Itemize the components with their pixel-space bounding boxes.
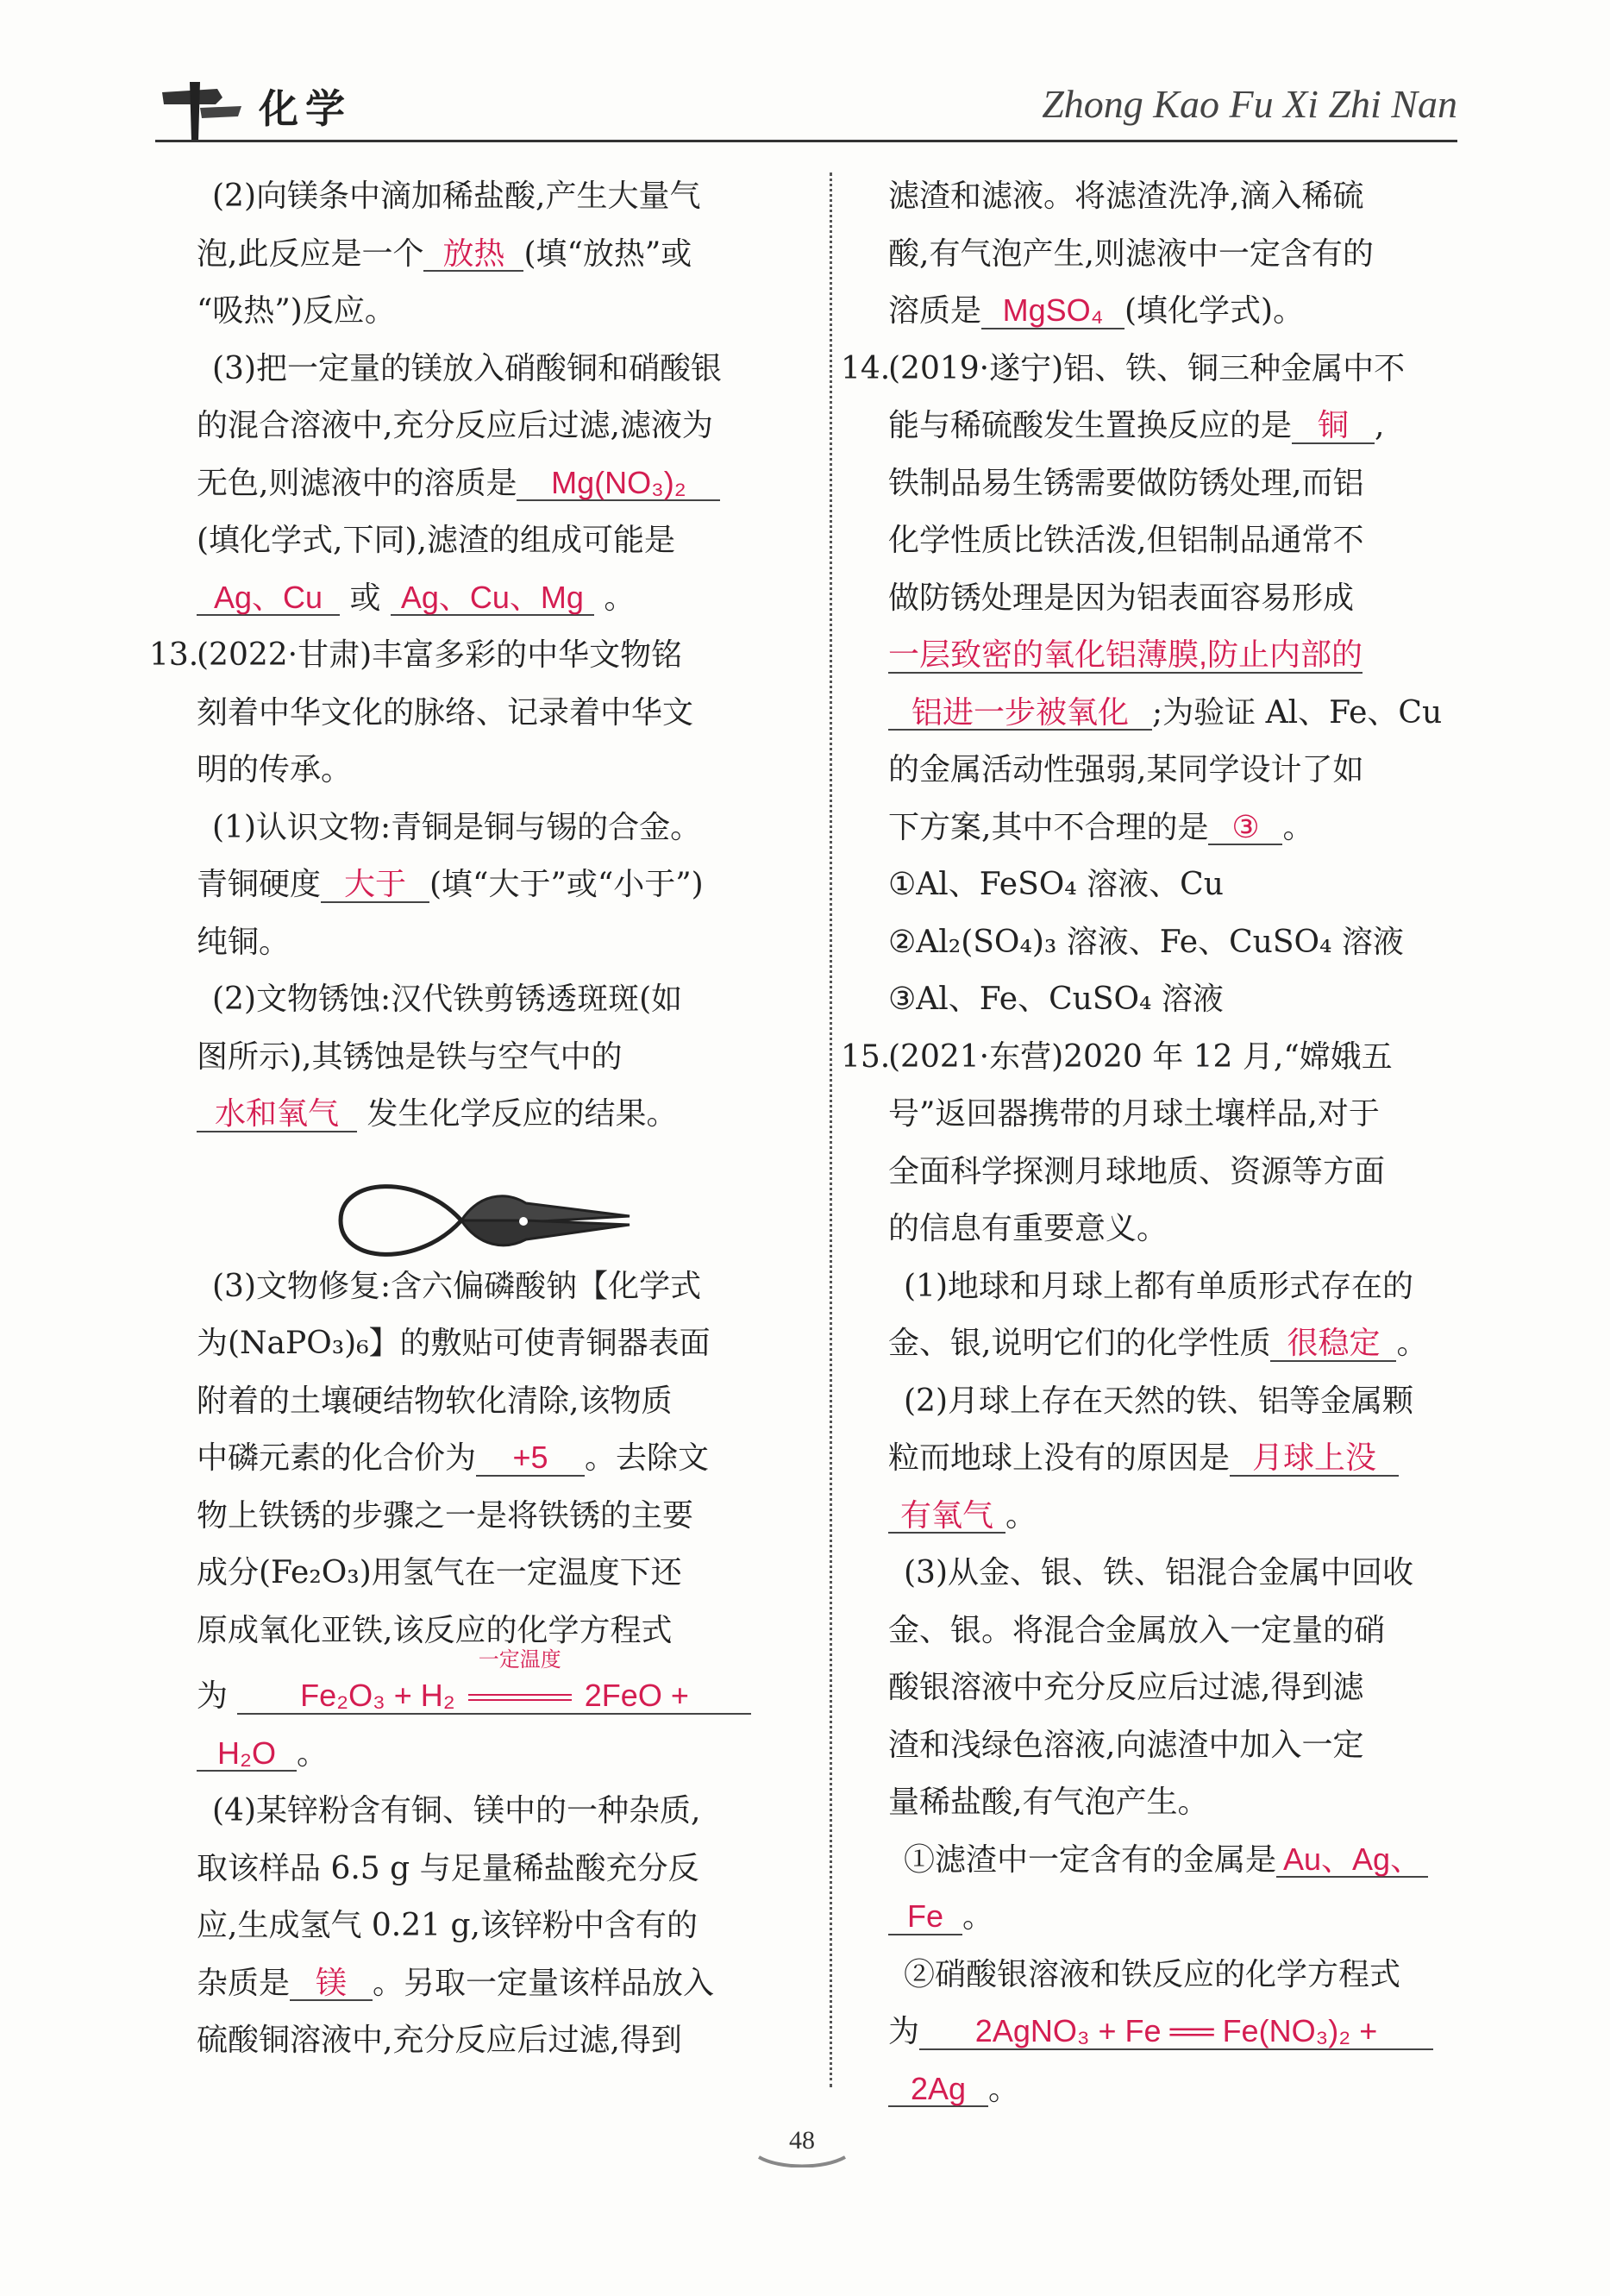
text-line: 2Ag 。	[888, 2061, 1475, 2119]
answer-blank: 放热	[423, 236, 523, 273]
series-title: Zhong Kao Fu Xi Zhi Nan	[1042, 82, 1457, 126]
text-line: Fe 。	[888, 1889, 1475, 1947]
text-line: 酸,有气泡产生,则滤液中一定含有的	[888, 235, 1374, 272]
text-line: 原成氧化亚铁,该反应的化学方程式	[197, 1612, 673, 1648]
answer-blank: Ag、Cu、Mg	[391, 580, 594, 617]
text-line: (4)某锌粉含有铜、镁中的一种杂质,	[212, 1793, 701, 1829]
iron-scissors-figure	[332, 1169, 634, 1272]
text-line: 下方案,其中不合理的是 ③ 。	[888, 808, 1314, 845]
text-line: 取该样品 6.5 g 与足量稀盐酸充分反	[197, 1850, 699, 1886]
text-line: 的金属活动性强弱,某同学设计了如	[888, 752, 1364, 787]
option-2: ②Al₂(SO₄)₃ 溶液、Fe、CuSO₄ 溶液	[888, 924, 1404, 960]
text-line: 溶质是 MgSO₄ (填化学式)。	[888, 292, 1305, 329]
text-line: (2019·遂宁)铝、铁、铜三种金属中不	[888, 350, 1406, 386]
question-15	[841, 1029, 1475, 1258]
text-line: (1)地球和月球上都有单质形式存在的	[904, 1268, 1413, 1304]
text-line: 为(NaPO₃)₆】的敷贴可使青铜器表面	[197, 1326, 711, 1361]
answer-blank: Mg(NO₃)₂	[517, 466, 720, 502]
answer-blank: 一层致密的氧化铝薄膜,防止内部的	[888, 637, 1363, 672]
text-line: 青铜硬度 大于 (填“大于”或“小于”)	[197, 866, 704, 902]
text-line: Ag、Cu 或 Ag、Cu、Mg 。	[197, 570, 783, 628]
text-line: ①滤渣中一定含有的金属是 Au、Ag、	[888, 1832, 1475, 1890]
text-line: 硫酸铜溶液中,充分反应后过滤,得到	[197, 2023, 682, 2058]
text-line: ②硝酸银溶液和铁反应的化学方程式	[904, 1956, 1401, 1992]
text-line: 物上铁锈的步骤之一是将铁锈的主要	[197, 1497, 694, 1534]
text-line: 应,生成氢气 0.21 g,该锌粉中含有的	[197, 1908, 698, 1943]
answer-blank: MgSO₄	[981, 293, 1124, 329]
text-line: 金、银。将混合金属放入一定量的硝	[888, 1612, 1386, 1648]
text-line: 纯铜。	[197, 924, 291, 960]
header-rule	[155, 140, 1457, 142]
subject-title: 化学	[259, 85, 352, 132]
answer-blank: 水和氧气	[197, 1096, 357, 1132]
option-1: ①Al、FeSO₄ 溶液、Cu	[888, 867, 1224, 902]
text-line: 无色,则滤液中的溶质是 Mg(NO₃)₂	[197, 455, 783, 513]
text-line: 能与稀硫酸发生置换反应的是 铜 ,	[888, 407, 1385, 443]
text-line: 为 2AgNO₃ + Fe ══ Fe(NO₃)₂ +	[888, 2004, 1475, 2061]
equation-answer: Fe₂O₃ + H₂ 一定温度 2FeO +	[237, 1678, 751, 1715]
text-line: (3)把一定量的镁放入硝酸铜和硝酸银	[212, 350, 722, 386]
option-3: ③Al、Fe、CuSO₄ 溶液	[888, 982, 1224, 1017]
page-number: 48	[750, 2126, 854, 2155]
text-line: 明的传承。	[197, 752, 353, 787]
text-line: 化学性质比铁活泼,但铝制品通常不	[888, 523, 1364, 558]
text-line: 刻着中华文化的脉络、记录着中华文	[197, 694, 694, 731]
text-line: (2021·东营)2020 年 12 月,“嫦娥五	[888, 1038, 1393, 1075]
text-line: 的混合溶液中,充分反应后过滤,滤液为	[197, 408, 713, 443]
text-line: 中磷元素的化合价为 +5 。去除文	[197, 1440, 710, 1476]
answer-blank: 很稳定	[1270, 1326, 1396, 1362]
answer-blank: H₂O	[197, 1736, 297, 1772]
reaction-condition-arrow: 一定温度	[464, 1678, 576, 1713]
answer-blank: 铜	[1292, 408, 1375, 444]
text-line: 渣和浅绿色溶液,向滤渣中加入一定	[888, 1727, 1364, 1763]
answer-blank: Fe	[888, 1899, 962, 1935]
text-line: 铝进一步被氧化 ;为验证 Al、Fe、Cu	[888, 685, 1475, 743]
text-line	[888, 627, 1475, 685]
answer-blank: ③	[1208, 810, 1282, 846]
text-line: 为 Fe₂O₃ + H₂ 一定温度 2FeO +	[197, 1668, 783, 1726]
text-line: 水和氧气 发生化学反应的结果。	[197, 1086, 783, 1144]
text-line: 泡,此反应是一个 放热 (填“放热”或	[197, 235, 692, 272]
right-column	[841, 168, 1475, 2118]
text-line: (3)从金、银、铁、铝混合金属中回收	[904, 1555, 1413, 1590]
text-line: (1)认识文物:青铜是铜与锡的合金。	[212, 809, 702, 845]
text-line: 粒而地球上没有的原因是 月球上没	[888, 1430, 1475, 1488]
question-number: 14.	[841, 350, 891, 386]
text-line: 成分(Fe₂O₃)用氢气在一定温度下还	[197, 1555, 682, 1590]
text-line: (2)文物锈蚀:汉代铁剪锈透斑斑(如	[212, 982, 683, 1017]
equation-answer: 2AgNO₃ + Fe ══ Fe(NO₃)₂ +	[919, 2014, 1433, 2050]
question-14	[841, 341, 1475, 1029]
text-line: 做防锈处理是因为铝表面容易形成	[888, 580, 1355, 616]
text-line: 的信息有重要意义。	[888, 1211, 1168, 1246]
text-line: (填化学式,下同),滤渣的组成可能是	[197, 523, 675, 558]
text-line: 金、银,说明它们的化学性质 很稳定 。	[888, 1325, 1428, 1361]
text-line: 号”返回器携带的月球土壤样品,对于	[888, 1096, 1380, 1132]
text-line: H₂O 。	[197, 1726, 783, 1784]
text-line: (2)月球上存在天然的铁、铝等金属颗	[904, 1383, 1413, 1419]
text-line: 附着的土壤硬结物软化清除,该物质	[197, 1383, 673, 1419]
page-header	[155, 69, 1457, 147]
answer-blank: 有氧气	[888, 1498, 1005, 1534]
answer-blank: 镁	[290, 1966, 373, 2002]
text-line: 杂质是 镁 。另取一定量该样品放入	[197, 1964, 715, 2001]
text-line: (2)向镁条中滴加稀盐酸,产生大量气	[212, 179, 701, 214]
text-line: 量稀盐酸,有气泡产生。	[888, 1785, 1209, 1820]
text-line: 有氧气 。	[888, 1488, 1475, 1546]
left-column	[149, 168, 783, 2070]
text-line: 酸银溶液中充分反应后过滤,得到滤	[888, 1670, 1364, 1705]
answer-blank: 大于	[321, 867, 429, 903]
question-13	[149, 627, 783, 800]
text-line: 全面科学探测月球地质、资源等方面	[888, 1153, 1386, 1189]
text-line: 图所示),其锈蚀是铁与空气中的	[197, 1038, 623, 1075]
answer-blank: Au、Ag、	[1276, 1842, 1428, 1879]
column-divider	[830, 173, 832, 2087]
question-number: 13.	[149, 637, 199, 673]
text-line: (3)文物修复:含六偏磷酸钠【化学式	[212, 1268, 702, 1304]
answer-blank: +5	[476, 1440, 585, 1477]
answer-blank: Ag、Cu	[197, 580, 340, 617]
text-line: 滤渣和滤液。将滤渣洗净,滴入稀硫	[888, 179, 1364, 214]
answer-blank: 2Ag	[888, 2072, 988, 2108]
signpost-logo-icon	[155, 73, 259, 142]
text-line: (2022·甘肃)丰富多彩的中华文物铭	[197, 637, 683, 673]
question-number: 15.	[841, 1038, 891, 1075]
text-line: 铁制品易生锈需要做防锈处理,而铝	[888, 465, 1364, 501]
answer-blank: 铝进一步被氧化	[888, 695, 1152, 731]
text-line: “吸热”)反应。	[197, 293, 396, 329]
answer-blank: 月球上没	[1230, 1440, 1399, 1477]
